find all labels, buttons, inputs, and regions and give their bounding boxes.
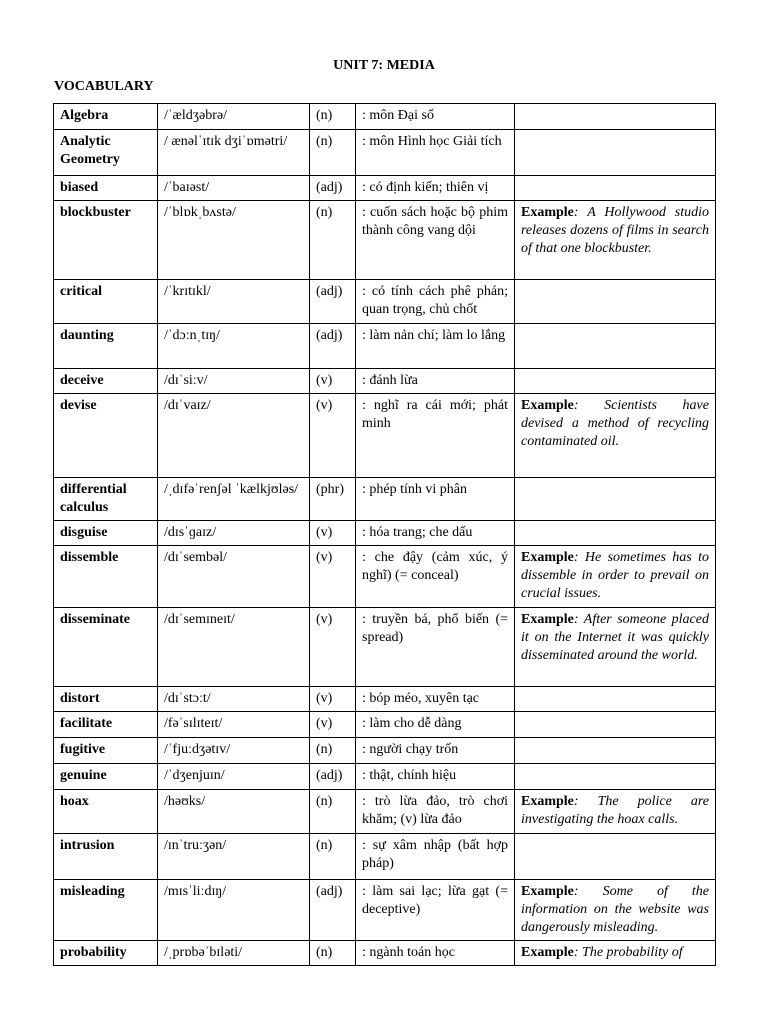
vocab-meaning: : hóa trang; che dấu	[356, 521, 515, 546]
vocab-example	[515, 687, 716, 712]
vocab-part-of-speech: (n)	[310, 834, 356, 880]
table-row	[54, 738, 716, 764]
example-label: Example	[521, 884, 574, 899]
table-row	[54, 790, 716, 834]
table-row	[54, 369, 716, 394]
vocab-pronunciation: /ˈbaɪəst/	[158, 176, 310, 201]
vocab-example	[515, 790, 716, 834]
vocab-pronunciation: /dɪˈsiːv/	[158, 369, 310, 394]
vocab-example	[515, 712, 716, 738]
vocab-word: disguise	[54, 521, 158, 546]
vocab-pronunciation: / ænəlˈɪtɪk dʒiˈɒmətri/	[158, 130, 310, 176]
example-label: Example	[521, 205, 574, 220]
example-text: : After someone placed it on the Internet it was quickly disseminated around the world.	[521, 612, 709, 663]
example-label: Example	[521, 794, 574, 809]
example-text: : A Hollywood studio releases dozens of films in search of that one blockbuster.	[521, 205, 709, 256]
example-text: : The probability of	[573, 945, 683, 960]
vocab-word: disseminate	[54, 608, 158, 687]
vocab-part-of-speech: (v)	[310, 394, 356, 478]
example-text: : Scientists have devised a method of recycling contaminated oil.	[521, 398, 709, 449]
vocab-pronunciation: /ˈældʒəbrə/	[158, 104, 310, 130]
vocab-part-of-speech: (adj)	[310, 764, 356, 790]
vocab-word: differential calculus	[54, 478, 158, 521]
vocab-part-of-speech: (v)	[310, 369, 356, 394]
vocab-part-of-speech: (adj)	[310, 280, 356, 324]
vocab-meaning: : thật, chính hiệu	[356, 764, 515, 790]
vocab-part-of-speech: (adj)	[310, 176, 356, 201]
vocab-example	[515, 880, 716, 941]
vocab-word: blockbuster	[54, 201, 158, 280]
vocab-example	[515, 104, 716, 130]
table-row	[54, 764, 716, 790]
vocabulary-table-body	[54, 104, 716, 966]
table-row	[54, 280, 716, 324]
vocab-part-of-speech: (n)	[310, 738, 356, 764]
table-row	[54, 176, 716, 201]
vocab-pronunciation: /fəˈsɪlɪteɪt/	[158, 712, 310, 738]
vocab-example	[515, 478, 716, 521]
vocab-word: dissemble	[54, 546, 158, 608]
vocab-meaning: : ngành toán học	[356, 941, 515, 966]
example-text: : He sometimes has to dissemble in order to prevail on crucial issues.	[521, 550, 709, 601]
vocab-example	[515, 176, 716, 201]
vocab-example	[515, 608, 716, 687]
table-row	[54, 608, 716, 687]
section-heading: VOCABULARY	[54, 79, 154, 94]
vocab-part-of-speech: (n)	[310, 201, 356, 280]
vocab-word: genuine	[54, 764, 158, 790]
vocab-part-of-speech: (phr)	[310, 478, 356, 521]
vocab-part-of-speech: (v)	[310, 712, 356, 738]
example-label: Example	[521, 550, 574, 565]
vocabulary-table	[53, 103, 716, 966]
table-row	[54, 546, 716, 608]
table-row	[54, 941, 716, 966]
vocab-meaning: : bóp méo, xuyên tạc	[356, 687, 515, 712]
vocab-word: fugitive	[54, 738, 158, 764]
vocab-word: Algebra	[54, 104, 158, 130]
table-row	[54, 104, 716, 130]
table-row	[54, 521, 716, 546]
vocab-part-of-speech: (v)	[310, 546, 356, 608]
vocab-pronunciation: /ˈdɔːnˌtɪŋ/	[158, 324, 310, 369]
vocab-meaning: : trò lừa đảo, trò chơi khăm; (v) lừa đảo	[356, 790, 515, 834]
vocab-example	[515, 324, 716, 369]
vocab-word: distort	[54, 687, 158, 712]
vocab-part-of-speech: (adj)	[310, 324, 356, 369]
vocab-pronunciation: /dɪˈstɔːt/	[158, 687, 310, 712]
vocab-example	[515, 834, 716, 880]
vocab-part-of-speech: (n)	[310, 941, 356, 966]
vocab-word: deceive	[54, 369, 158, 394]
vocab-pronunciation: /ˌprɒbəˈbɪləti/	[158, 941, 310, 966]
vocab-meaning: : có tính cách phê phán; quan trọng, chủ chốt	[356, 280, 515, 324]
vocab-meaning: : làm cho dễ dàng	[356, 712, 515, 738]
vocab-word: critical	[54, 280, 158, 324]
vocab-meaning: : làm nản chí; làm lo lắng	[356, 324, 515, 369]
table-row	[54, 130, 716, 176]
table-row	[54, 201, 716, 280]
vocab-part-of-speech: (adj)	[310, 880, 356, 941]
vocab-meaning: : che đậy (cảm xúc, ý nghĩ) (= conceal)	[356, 546, 515, 608]
vocab-part-of-speech: (n)	[310, 130, 356, 176]
vocab-pronunciation: /həʊks/	[158, 790, 310, 834]
vocab-meaning: : đánh lừa	[356, 369, 515, 394]
vocab-example	[515, 369, 716, 394]
vocab-part-of-speech: (v)	[310, 687, 356, 712]
table-row	[54, 712, 716, 738]
vocab-pronunciation: /dɪˈsembəl/	[158, 546, 310, 608]
vocab-meaning: : phép tính vi phân	[356, 478, 515, 521]
vocab-part-of-speech: (n)	[310, 790, 356, 834]
example-label: Example	[521, 398, 574, 413]
example-label: Example	[521, 945, 574, 960]
table-row	[54, 394, 716, 478]
vocab-word: daunting	[54, 324, 158, 369]
example-label: Example	[521, 612, 574, 627]
table-row	[54, 478, 716, 521]
vocab-example	[515, 130, 716, 176]
vocab-word: Analytic Geometry	[54, 130, 158, 176]
vocab-meaning: : môn Đại số	[356, 104, 515, 130]
vocab-example	[515, 941, 716, 966]
vocab-example	[515, 546, 716, 608]
vocab-pronunciation: /ɪnˈtruːʒən/	[158, 834, 310, 880]
vocab-word: hoax	[54, 790, 158, 834]
vocab-meaning: : môn Hình học Giải tích	[356, 130, 515, 176]
vocab-example	[515, 280, 716, 324]
vocab-word: probability	[54, 941, 158, 966]
example-text: : The police are investigating the hoax calls.	[521, 794, 709, 827]
table-row	[54, 834, 716, 880]
vocab-pronunciation: /dɪsˈɡaɪz/	[158, 521, 310, 546]
vocab-pronunciation: /mɪsˈliːdɪŋ/	[158, 880, 310, 941]
vocab-pronunciation: /ˈblɒkˌbʌstə/	[158, 201, 310, 280]
vocab-word: facilitate	[54, 712, 158, 738]
vocab-example	[515, 201, 716, 280]
vocab-meaning: : có định kiến; thiên vị	[356, 176, 515, 201]
table-row	[54, 687, 716, 712]
vocab-meaning: : sự xâm nhập (bất hợp pháp)	[356, 834, 515, 880]
vocab-word: intrusion	[54, 834, 158, 880]
vocab-word: misleading	[54, 880, 158, 941]
vocab-part-of-speech: (n)	[310, 104, 356, 130]
vocab-pronunciation: /dɪˈsemɪneɪt/	[158, 608, 310, 687]
vocab-example	[515, 521, 716, 546]
vocab-part-of-speech: (v)	[310, 608, 356, 687]
vocab-meaning: : truyền bá, phổ biến (= spread)	[356, 608, 515, 687]
vocab-pronunciation: /ˈdʒenjuɪn/	[158, 764, 310, 790]
example-text: : Some of the information on the website was dangerously misleading.	[521, 884, 709, 935]
vocab-meaning: : nghĩ ra cái mới; phát minh	[356, 394, 515, 478]
vocab-part-of-speech: (v)	[310, 521, 356, 546]
vocab-meaning: : cuốn sách hoặc bộ phim thành công vang dội	[356, 201, 515, 280]
vocab-meaning: : làm sai lạc; lừa gạt (= deceptive)	[356, 880, 515, 941]
vocab-pronunciation: /ˈkrɪtɪkl/	[158, 280, 310, 324]
vocab-pronunciation: /ˈfjuːdʒətɪv/	[158, 738, 310, 764]
vocab-example	[515, 394, 716, 478]
vocab-word: biased	[54, 176, 158, 201]
table-row	[54, 324, 716, 369]
vocab-meaning: : người chạy trốn	[356, 738, 515, 764]
vocab-pronunciation: /dɪˈvaɪz/	[158, 394, 310, 478]
vocab-example	[515, 738, 716, 764]
vocab-pronunciation: /ˌdɪfəˈrenʃəl ˈkælkjʊləs/	[158, 478, 310, 521]
vocab-word: devise	[54, 394, 158, 478]
table-row	[54, 880, 716, 941]
vocab-example	[515, 764, 716, 790]
page-title: UNIT 7: MEDIA	[333, 58, 435, 73]
